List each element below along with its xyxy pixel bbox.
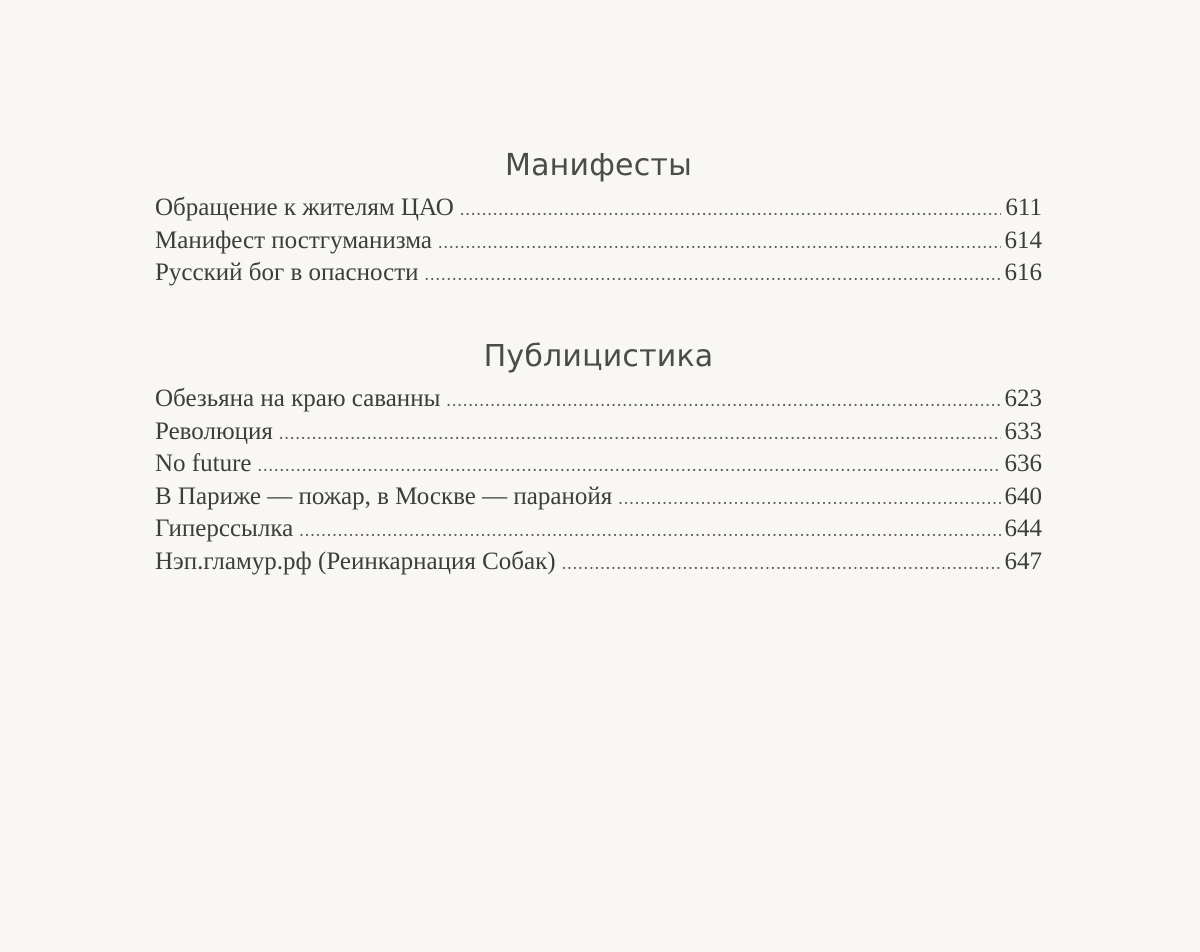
toc-entry-page-number: 644 <box>1004 515 1042 542</box>
toc-entry-title: Гиперссылка <box>155 515 294 542</box>
dot-leader <box>618 482 1000 515</box>
toc-entry-page-number: 633 <box>1004 417 1042 445</box>
toc-entry-title: Обезьяна на краю саванны <box>155 385 441 412</box>
toc-entry <box>155 383 1042 416</box>
dot-leader <box>562 547 1001 580</box>
toc-entry <box>155 546 1042 579</box>
toc-entry <box>155 513 1042 546</box>
toc-entry <box>155 192 1042 225</box>
toc-section-publitsistika <box>155 333 1042 578</box>
dot-leader <box>299 514 1000 547</box>
toc-entry-title: Обращение к жителям ЦАО <box>155 194 454 221</box>
toc-entry-title: Манифест постгуманизма <box>155 226 432 254</box>
toc-entry-page-number: 623 <box>1004 385 1042 412</box>
toc-entry-title: В Париже — пожар, в Москве — паранойя <box>155 482 613 510</box>
toc-entry-page-number: 636 <box>1004 450 1042 477</box>
toc-entry <box>155 416 1042 449</box>
toc-entry <box>155 225 1042 258</box>
dot-leader <box>446 384 1000 417</box>
section-heading: Манифесты <box>505 148 692 183</box>
dot-leader <box>425 258 1001 291</box>
toc-entry-page-number: 614 <box>1004 226 1042 254</box>
toc-entry-title: No future <box>155 450 252 477</box>
toc-list <box>155 192 1042 290</box>
toc-entry-page-number: 640 <box>1004 482 1042 510</box>
dot-leader <box>279 417 1001 450</box>
dot-leader <box>258 449 1001 482</box>
toc-entry-title: Революция <box>155 417 273 445</box>
toc-entry-page-number: 616 <box>1004 259 1042 286</box>
section-heading: Публицистика <box>483 339 714 374</box>
toc-entry-page-number: 647 <box>1004 547 1042 575</box>
toc-list <box>155 383 1042 578</box>
toc-entry-title: Нэп.гламур.рф (Реинкарнация Собак) <box>155 547 556 575</box>
toc-entry <box>155 481 1042 514</box>
toc-entry <box>155 448 1042 481</box>
toc-entry-page-number: 611 <box>1005 194 1042 221</box>
toc-entry-title: Русский бог в опасности <box>155 259 419 286</box>
toc-entry <box>155 257 1042 290</box>
dot-leader <box>438 226 1001 259</box>
toc-section-manifesty <box>155 142 1042 290</box>
dot-leader <box>460 193 1002 226</box>
